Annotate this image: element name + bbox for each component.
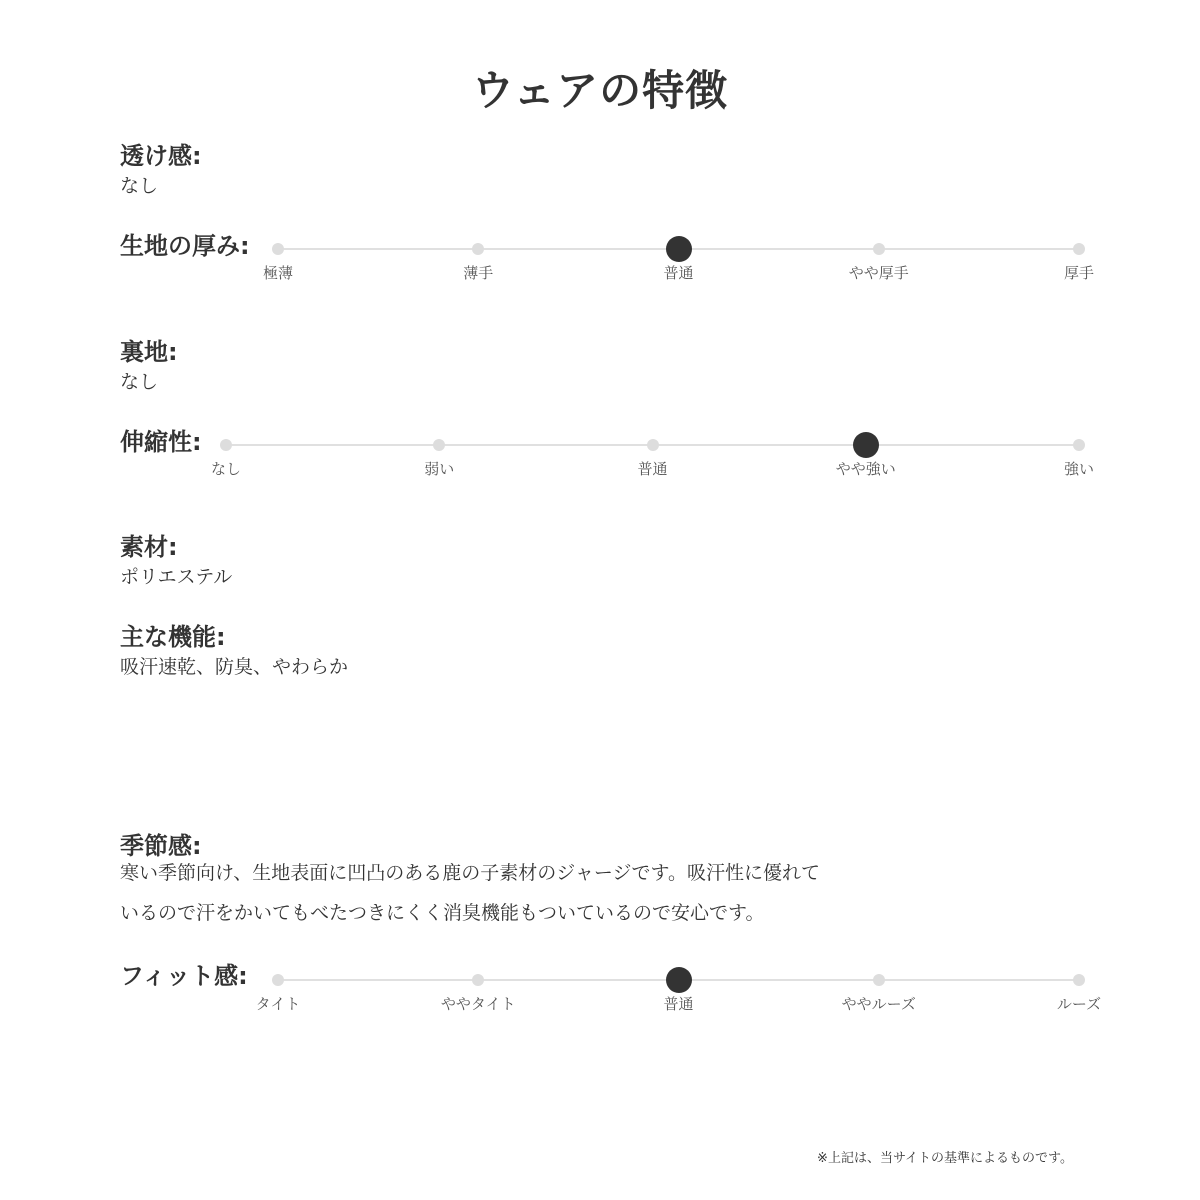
fit-option-label: ややタイト [440,995,516,1013]
thickness-option-label: 薄手 [463,264,494,282]
fit-option-label: ややルーズ [841,995,916,1013]
stretch-option-label: やや強い [835,460,896,478]
page-title: ウェアの特徴 [471,66,729,115]
thickness-tick-dot [873,243,885,255]
thickness-selected-marker [666,236,692,262]
thickness-tick-dot [1073,243,1085,255]
thickness-option-label: 極薄 [262,264,294,282]
fit-tick-dot [472,974,484,986]
thickness-tick-dot [472,243,484,255]
stretch-option-label: 普通 [637,460,668,478]
season-label: 季節感: [120,832,202,860]
material-label: 素材: [120,533,178,561]
fit-label: フィット感: [120,962,248,990]
fit-option-label: タイト [255,995,301,1013]
footnote: ※上記は、当サイトの基準によるものです。 [817,1151,1073,1166]
material-value: ポリエステル [120,566,233,588]
stretch-tick-dot [220,439,232,451]
stretch-option-label: 強い [1063,460,1095,478]
stretch-option-label: 弱い [424,460,455,478]
stretch-option-label: なし [210,460,242,478]
stretch-label: 伸縮性: [120,428,202,456]
thickness-option-label: 普通 [663,264,694,282]
lining-label: 裏地: [120,338,178,366]
thickness-label: 生地の厚み: [120,232,250,260]
transparency-value: なし [120,175,159,197]
functions-label: 主な機能: [120,623,226,651]
fit-tick-dot [873,974,885,986]
functions-value: 吸汗速乾、防臭、やわらか [120,656,349,678]
season-description [120,853,820,933]
fit-tick-dot [1073,974,1085,986]
stretch-selected-marker [853,432,879,458]
fit-selected-marker [666,967,692,993]
fit-track [278,979,1079,981]
thickness-tick-dot [272,243,284,255]
thickness-track [278,248,1079,250]
lining-value: なし [120,371,159,393]
fit-tick-dot [272,974,284,986]
thickness-option-label: やや厚手 [848,264,909,282]
stretch-track [226,444,1079,446]
stretch-tick-dot [1073,439,1085,451]
stretch-tick-dot [433,439,445,451]
fit-option-label: 普通 [663,995,694,1013]
transparency-label: 透け感: [120,142,202,170]
season-description-line: いるので汗をかいてもべたつきにくく消臭機能もついているので安心です。 [120,902,765,924]
fit-option-label: ルーズ [1056,995,1102,1013]
season-description-line: 寒い季節向け、生地表面に凹凸のある鹿の子素材のジャージです。吸汗性に優れて [120,862,820,884]
stretch-tick-dot [647,439,659,451]
thickness-option-label: 厚手 [1063,264,1095,282]
